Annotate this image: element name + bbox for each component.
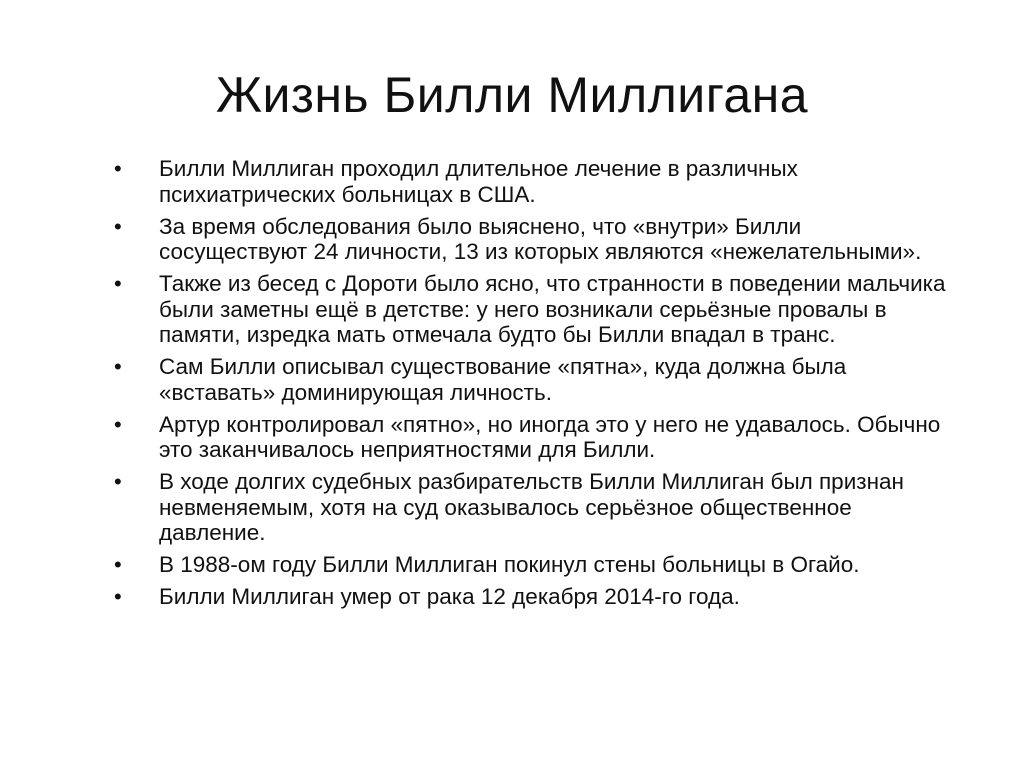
bullet-text: Сам Билли описывал существование «пятна», куда должна была «вставать» доминирующая личность.	[159, 354, 847, 405]
bullet-item	[114, 469, 954, 546]
bullet-text: За время обследования было выяснено, что «внутри» Билли сосуществуют 24 личности, 13 из которых являются «нежелательными».	[159, 213, 922, 264]
bullet-item	[114, 354, 954, 405]
bullet-item	[114, 552, 954, 578]
bullet-list	[114, 156, 954, 616]
bullet-icon: •	[114, 271, 122, 296]
bullet-item	[114, 584, 954, 610]
bullet-text: Билли Миллиган умер от рака 12 декабря 2014-го года.	[159, 584, 740, 609]
bullet-text: Билли Миллиган проходил длительное лечение в различных психиатрических больницах в США.	[159, 156, 798, 207]
bullet-icon: •	[114, 584, 122, 609]
bullet-text: Также из бесед с Дороти было ясно, что странности в поведении мальчика были заметны ещё в детстве: у него возникали серьёзные провалы в памяти, изредка мать отмечала будто бы Билли впадал в транс.	[159, 271, 946, 347]
bullet-text: В 1988-ом году Билли Миллиган покинул стены больницы в Огайо.	[159, 552, 860, 577]
bullet-icon: •	[114, 156, 122, 181]
bullet-text: В ходе долгих судебных разбирательств Билли Миллиган был признан невменяемым, хотя на суд оказывалось серьёзное общественное давление.	[159, 469, 904, 545]
bullet-icon: •	[114, 354, 122, 379]
bullet-item	[114, 156, 954, 207]
bullet-icon: •	[114, 552, 122, 577]
bullet-icon: •	[114, 411, 122, 437]
bullet-item	[114, 271, 954, 348]
bullet-text: Артур контролировал «пятно», но иногда это у него не удавалось. Обычно это заканчивалось неприятностями для Билли.	[159, 411, 941, 462]
slide-title: Жизнь Билли Миллигана	[215, 67, 809, 123]
bullet-icon: •	[114, 469, 122, 494]
bullet-item	[114, 412, 954, 463]
bullet-item	[114, 214, 954, 265]
bullet-icon: •	[114, 213, 122, 239]
